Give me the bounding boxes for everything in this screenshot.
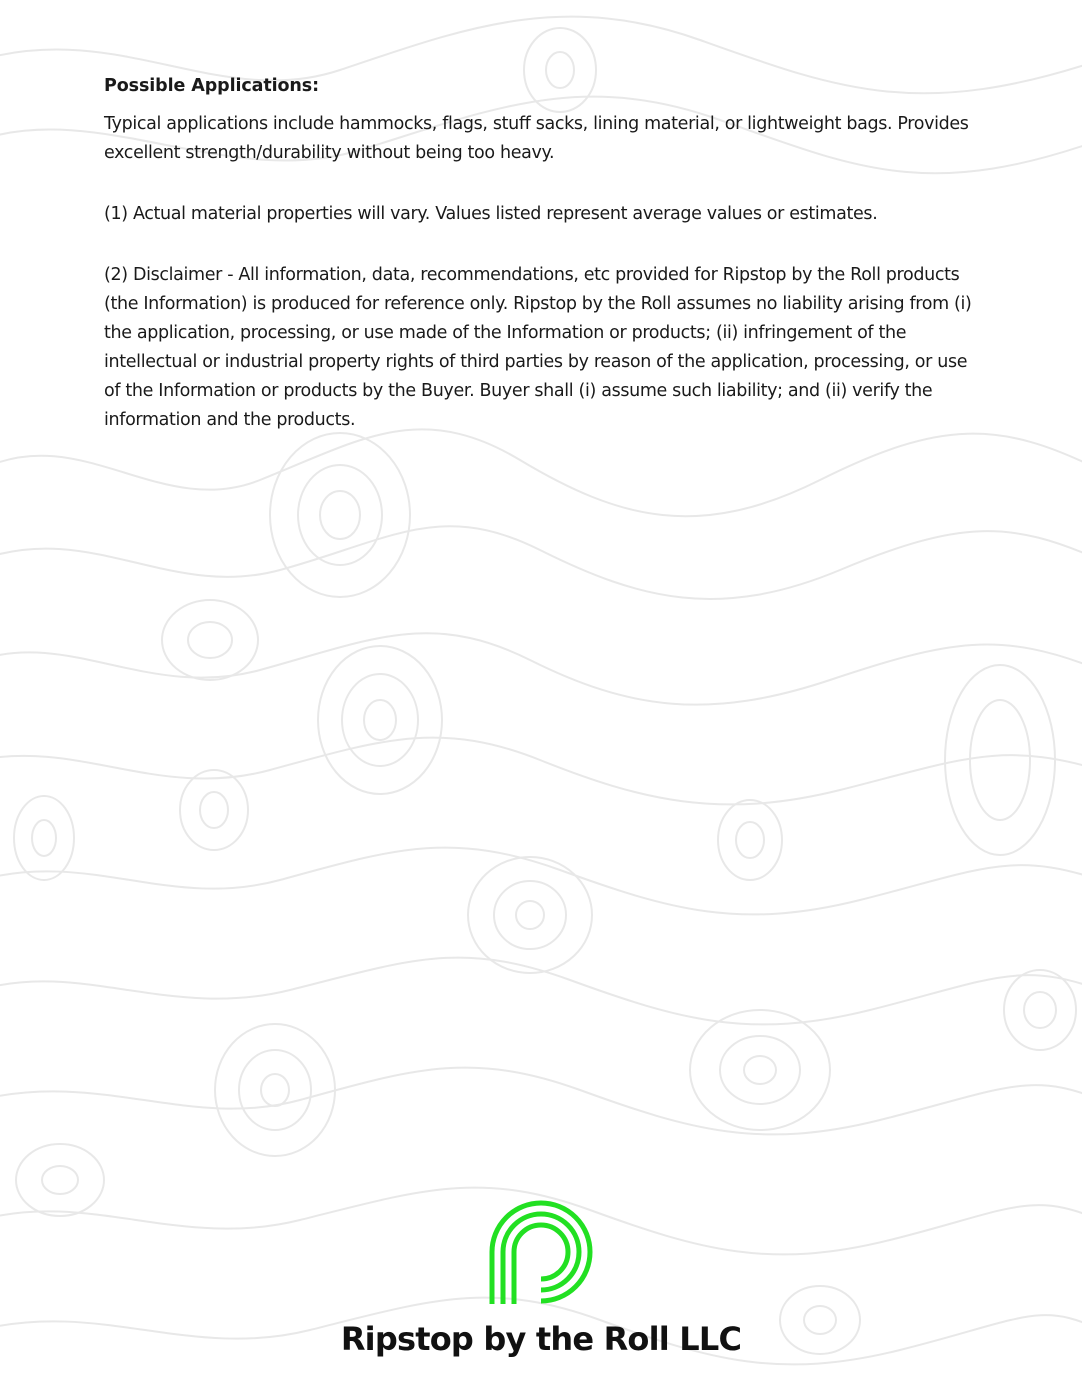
document-body: [104, 76, 984, 467]
applications-text: Typical applications include hammocks, flags, stuff sacks, lining material, or lightweight bags. Provides excellent strength/durability without being too heavy.: [104, 114, 969, 163]
company-name: Ripstop by the Roll LLC: [340, 1320, 742, 1358]
applications-heading: Possible Applications:: [104, 76, 320, 96]
footer: [0, 1196, 1082, 1358]
ripstop-logo-icon: [486, 1196, 596, 1308]
note-1: (1) Actual material properties will vary. Values listed represent average values or estimates.: [104, 204, 878, 224]
note-2-disclaimer: (2) Disclaimer - All information, data, recommendations, etc provided for Ripstop by the Roll products (the Information) is produced for reference only. Ripstop by the Roll assumes no liability arising from (i) the application, processing, or use made of the Information or products; (ii) infringement of the intellectual or industrial property rights of third parties by reason of the application, processing, or use of the Information or products by the Buyer. Buyer shall (i) assume such liability; and (ii) verify the information and the products.: [104, 265, 972, 430]
